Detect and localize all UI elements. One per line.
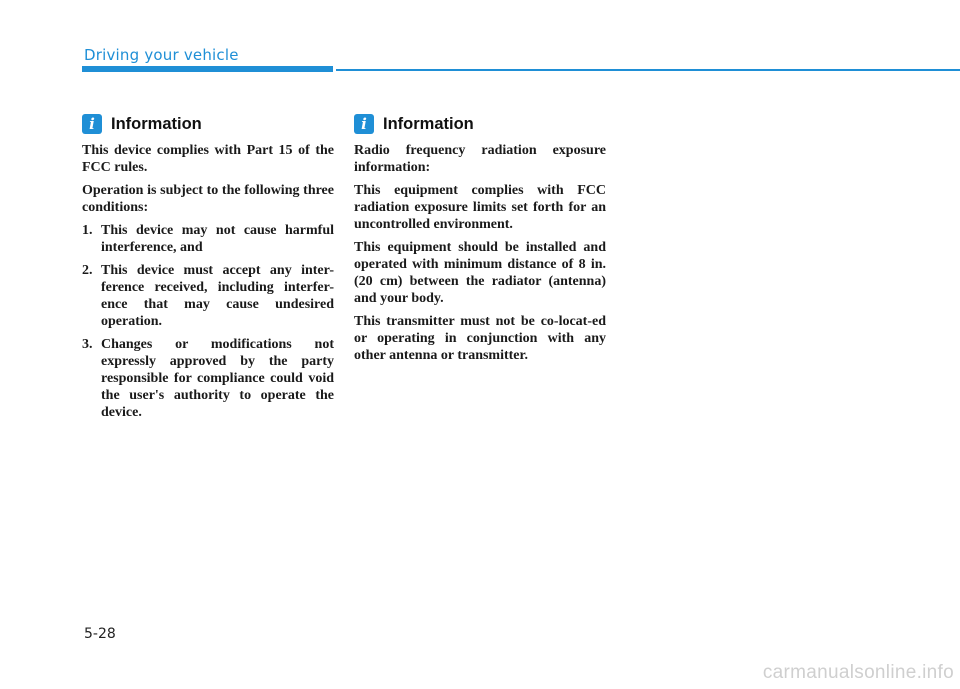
info-box-right [354,113,606,370]
paragraph: This equipment should be installed and operated with minimum distance of 8 in. (20 cm) between the radiator (antenna) and your body. [354,240,606,306]
paragraph: This equipment complies with FCC radiation exposure limits set forth for an uncontrolled environment. [354,183,606,232]
watermark: carmanualsonline.info [762,662,954,683]
info-title: Information [383,114,474,133]
header-rule-thin [336,69,960,71]
paragraph: This transmitter must not be co-locat-ed or operating in conjunction with any other antenna or transmitter. [354,314,606,363]
paragraph: This device complies with Part 15 of the FCC rules. [82,143,334,175]
list-item: 2. This device must accept any inter-ference received, including interfer-ence that may cause undesired operation. [82,263,334,329]
conditions-list [82,222,334,421]
paragraph: Radio frequency radiation exposure information: [354,143,606,175]
page-number: 5-28 [84,626,116,642]
list-item: 1. This device may not cause harmful interference, and [82,223,334,255]
section-title: Driving your vehicle [84,46,239,64]
info-heading [354,113,606,135]
info-icon: i [82,114,102,134]
list-item: 3. Changes or modifications not expressly approved by the party responsible for compliance could void the user's authority to operate the device. [82,337,334,420]
info-heading [82,113,334,135]
info-icon: i [354,114,374,134]
info-title: Information [111,114,202,133]
paragraph: Operation is subject to the following three conditions: [82,183,334,215]
info-box-left [82,113,334,427]
header-rule-thick [82,66,333,72]
